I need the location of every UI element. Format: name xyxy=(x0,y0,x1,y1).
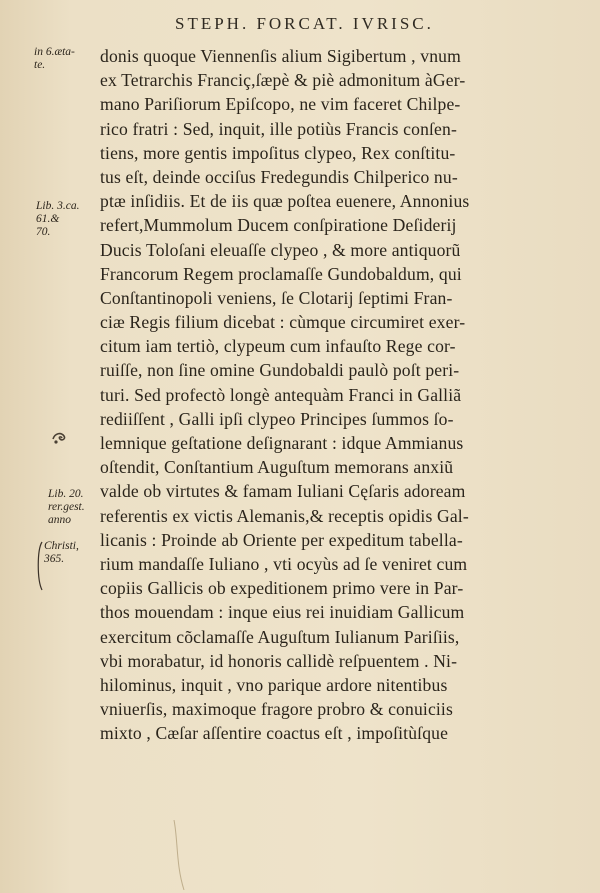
text-line: rico fratri : Sed, inquit, ille potiùs Francis conſen- xyxy=(100,118,457,139)
text-line: citum iam tertiò, clypeum cum infauſto Rege cor- xyxy=(100,336,456,357)
text-line: rediiſſent , Galli ipſi clypeo Principes ſummos ſo- xyxy=(100,408,454,429)
text-line: donis quoque Viennenſis alium Sigibertum , vnum xyxy=(100,46,461,66)
text-line: exercitum cõclamaſſe Auguſtum Iulianum Pariſiis, xyxy=(100,626,460,647)
body-text xyxy=(100,44,562,745)
text-line: vniuerſis, maximoque fragore probro & conuiciis xyxy=(100,699,453,720)
text-line: rium mandaſſe Iuliano , vti ocyùs ad ſe veniret cum xyxy=(100,553,468,574)
printer-ornament-icon xyxy=(50,430,68,448)
text-line: ptæ inſidiis. Et de iis quæ poſtea euenere, Annonius xyxy=(100,191,470,212)
text-line: turi. Sed profectò longè antequàm Franci in Galliã xyxy=(100,384,462,405)
text-line: lemnique geſtatione deſignarant : idque Ammianus xyxy=(100,433,464,453)
text-line: tus eſt, deinde occiſus Fredegundis Chilperico nu- xyxy=(100,166,458,187)
text-line: mixto , Cæſar aſſentire coactus eſt , impoſitùſque xyxy=(100,723,449,744)
text-line: tiens, more gentis impoſitus clypeo, Rex conſtitu- xyxy=(100,142,456,163)
margin-note: in 6.æta- te. xyxy=(34,46,75,71)
text-line: copiis Gallicis ob expeditionem primo vere in Par- xyxy=(100,578,464,599)
text-line: thos mouendam : inque eius rei inuidiam Gallicum xyxy=(100,602,465,623)
text-line: referentis ex victis Alemanis,& receptis opidis Gal- xyxy=(100,505,469,526)
text-line: oſtendit, Conſtantium Auguſtum memorans anxiũ xyxy=(100,457,454,478)
text-line: refert,Mummolum Ducem conſpiratione Deſiderij xyxy=(100,215,457,236)
text-line: vbi morabatur, id honoris callidè reſpuentem . Ni- xyxy=(100,650,458,671)
margin-note: Lib. 20. rer.gest. anno xyxy=(48,488,85,526)
margin-bracket-icon xyxy=(34,540,44,592)
margin-note: Christi, 365. xyxy=(44,540,79,565)
text-line: ruiſſe, non ſine omine Gundobaldi paulò poſt peri- xyxy=(100,360,460,381)
text-line: ex Tetrarchis Franciç,ſæpè & piè admonitum àGer- xyxy=(100,70,466,91)
text-line: valde ob virtutes & famam Iuliani Cęſaris adoream xyxy=(100,481,466,502)
text-line: ciæ Regis filium dicebat : cùmque circumiret exer- xyxy=(100,312,466,333)
text-line: mano Pariſiorum Epiſcopo, ne vim faceret Chilpe- xyxy=(100,94,461,115)
text-line: Francorum Regem proclamaſſe Gundobaldum, qui xyxy=(100,263,462,284)
running-header: STEPH. FORCAT. IVRISC. xyxy=(175,14,434,33)
text-line: licanis : Proinde ab Oriente per expeditum tabella- xyxy=(100,529,463,550)
margin-note: Lib. 3.ca. 61.& 70. xyxy=(36,200,80,238)
margin-notes xyxy=(0,0,98,893)
text-line: hilominus, inquit , vno parique ardore nitentibus xyxy=(100,674,448,695)
text-line: Conſtantinopoli veniens, ſe Clotarij ſeptimi Fran- xyxy=(100,287,453,308)
paper-crease xyxy=(170,820,190,890)
text-line: Ducis Toloſani eleuaſſe clypeo , & more antiquorũ xyxy=(100,239,461,260)
